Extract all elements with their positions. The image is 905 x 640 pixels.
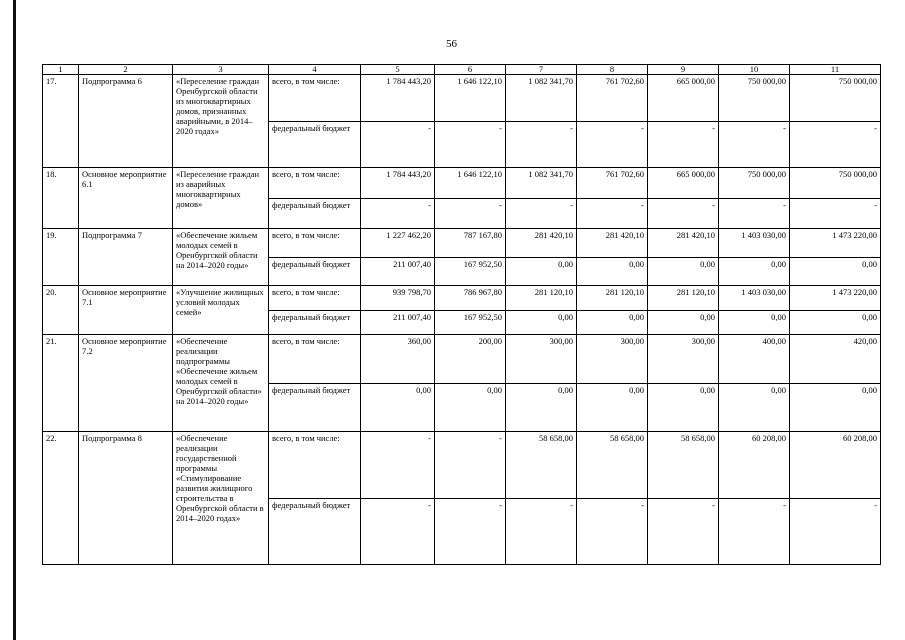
- value-cell: 58 658,00: [648, 432, 719, 499]
- value-cell: 60 208,00: [790, 432, 881, 499]
- value-cell: 281 120,10: [506, 286, 577, 311]
- page-number: 56: [446, 38, 457, 50]
- value-cell: -: [648, 498, 719, 565]
- value-cell: 0,00: [577, 310, 648, 335]
- value-cell: 0,00: [361, 383, 435, 432]
- table-row: [43, 286, 881, 311]
- value-cell: -: [648, 121, 719, 168]
- value-cell: 281 120,10: [577, 286, 648, 311]
- value-cell: 1 082 341,70: [506, 75, 577, 122]
- value-cell: 211 007,40: [361, 310, 435, 335]
- value-cell: -: [435, 121, 506, 168]
- budget-table: [42, 64, 881, 565]
- col-header: 7: [506, 65, 577, 75]
- value-cell: 360,00: [361, 335, 435, 384]
- value-cell: -: [719, 198, 790, 229]
- funding-source: всего, в том числе:: [269, 432, 361, 499]
- value-cell: 211 007,40: [361, 257, 435, 286]
- row-number: 20.: [43, 286, 79, 335]
- value-cell: 787 167,80: [435, 229, 506, 258]
- value-cell: 281 420,10: [648, 229, 719, 258]
- value-cell: -: [648, 198, 719, 229]
- funding-source: всего, в том числе:: [269, 229, 361, 258]
- value-cell: 0,00: [648, 310, 719, 335]
- value-cell: -: [577, 198, 648, 229]
- value-cell: 1 784 443,20: [361, 168, 435, 199]
- col-header: 9: [648, 65, 719, 75]
- value-cell: -: [506, 198, 577, 229]
- program-name: Подпрограмма 7: [79, 229, 173, 286]
- value-cell: 0,00: [719, 310, 790, 335]
- value-cell: 300,00: [506, 335, 577, 384]
- value-cell: 0,00: [506, 310, 577, 335]
- value-cell: 0,00: [648, 383, 719, 432]
- value-cell: 750 000,00: [790, 75, 881, 122]
- funding-source: всего, в том числе:: [269, 168, 361, 199]
- program-title: «Переселение граждан из аварийных многоквартирных домов»: [173, 168, 269, 229]
- header-row: [43, 65, 881, 75]
- row-number: 18.: [43, 168, 79, 229]
- value-cell: 1 473 220,00: [790, 286, 881, 311]
- funding-source: всего, в том числе:: [269, 335, 361, 384]
- value-cell: -: [506, 121, 577, 168]
- funding-source: федеральный бюджет: [269, 310, 361, 335]
- value-cell: 300,00: [648, 335, 719, 384]
- col-header: 1: [43, 65, 79, 75]
- funding-source: федеральный бюджет: [269, 498, 361, 565]
- value-cell: -: [361, 121, 435, 168]
- value-cell: 750 000,00: [719, 75, 790, 122]
- funding-source: федеральный бюджет: [269, 257, 361, 286]
- value-cell: 200,00: [435, 335, 506, 384]
- value-cell: 167 952,50: [435, 310, 506, 335]
- value-cell: 761 702,60: [577, 75, 648, 122]
- value-cell: -: [361, 198, 435, 229]
- program-name: Основное мероприятие 7.2: [79, 335, 173, 432]
- value-cell: 750 000,00: [790, 168, 881, 199]
- value-cell: -: [506, 498, 577, 565]
- value-cell: 0,00: [577, 383, 648, 432]
- value-cell: 1 473 220,00: [790, 229, 881, 258]
- value-cell: -: [719, 498, 790, 565]
- program-title: «Переселение граждан Оренбургской области из многоквартирных домов, признанных аварийными, в 2014–2020 годах»: [173, 75, 269, 168]
- row-number: 21.: [43, 335, 79, 432]
- value-cell: -: [361, 498, 435, 565]
- program-name: Подпрограмма 6: [79, 75, 173, 168]
- value-cell: -: [435, 198, 506, 229]
- value-cell: 0,00: [577, 257, 648, 286]
- value-cell: 0,00: [648, 257, 719, 286]
- value-cell: 281 420,10: [577, 229, 648, 258]
- value-cell: 0,00: [506, 383, 577, 432]
- value-cell: 1 646 122,10: [435, 168, 506, 199]
- value-cell: 750 000,00: [719, 168, 790, 199]
- funding-source: федеральный бюджет: [269, 121, 361, 168]
- value-cell: 167 952,50: [435, 257, 506, 286]
- program-name: Основное мероприятие 7.1: [79, 286, 173, 335]
- value-cell: 58 658,00: [577, 432, 648, 499]
- program-title: «Обеспечение реализации подпрограммы «Обеспечение жильем молодых семей в Оренбургской области» на 2014–2020 годы»: [173, 335, 269, 432]
- value-cell: 0,00: [719, 383, 790, 432]
- value-cell: 665 000,00: [648, 168, 719, 199]
- col-header: 8: [577, 65, 648, 75]
- value-cell: 665 000,00: [648, 75, 719, 122]
- page-edge-bar: [13, 0, 16, 640]
- table-row: [43, 432, 881, 499]
- value-cell: 1 082 341,70: [506, 168, 577, 199]
- value-cell: 1 403 030,00: [719, 229, 790, 258]
- col-header: 2: [79, 65, 173, 75]
- value-cell: -: [435, 432, 506, 499]
- value-cell: 281 420,10: [506, 229, 577, 258]
- value-cell: 939 798,70: [361, 286, 435, 311]
- value-cell: 0,00: [506, 257, 577, 286]
- program-title: «Улучшение жилищных условий молодых семей»: [173, 286, 269, 335]
- value-cell: 0,00: [719, 257, 790, 286]
- value-cell: 420,00: [790, 335, 881, 384]
- table-row: [43, 335, 881, 384]
- value-cell: 0,00: [790, 383, 881, 432]
- funding-source: федеральный бюджет: [269, 383, 361, 432]
- program-title: «Обеспечение реализации государственной программы «Стимулирование развития жилищного строительства в Оренбургской области в 2014–2020 годах»: [173, 432, 269, 565]
- row-number: 19.: [43, 229, 79, 286]
- value-cell: -: [790, 498, 881, 565]
- value-cell: -: [577, 121, 648, 168]
- program-name: Основное мероприятие 6.1: [79, 168, 173, 229]
- value-cell: 60 208,00: [719, 432, 790, 499]
- value-cell: 761 702,60: [577, 168, 648, 199]
- table-row: [43, 168, 881, 199]
- table-row: [43, 229, 881, 258]
- value-cell: -: [790, 198, 881, 229]
- value-cell: 58 658,00: [506, 432, 577, 499]
- value-cell: 0,00: [435, 383, 506, 432]
- col-header: 3: [173, 65, 269, 75]
- program-title: «Обеспечение жильем молодых семей в Оренбургской области на 2014–2020 годы»: [173, 229, 269, 286]
- value-cell: 400,00: [719, 335, 790, 384]
- value-cell: 1 403 030,00: [719, 286, 790, 311]
- funding-source: всего, в том числе:: [269, 75, 361, 122]
- col-header: 6: [435, 65, 506, 75]
- funding-source: федеральный бюджет: [269, 198, 361, 229]
- value-cell: 786 967,80: [435, 286, 506, 311]
- value-cell: -: [577, 498, 648, 565]
- value-cell: 300,00: [577, 335, 648, 384]
- value-cell: -: [790, 121, 881, 168]
- value-cell: -: [435, 498, 506, 565]
- table-row: [43, 75, 881, 122]
- value-cell: 1 646 122,10: [435, 75, 506, 122]
- value-cell: 281 120,10: [648, 286, 719, 311]
- value-cell: 0,00: [790, 257, 881, 286]
- col-header: 10: [719, 65, 790, 75]
- col-header: 4: [269, 65, 361, 75]
- value-cell: -: [719, 121, 790, 168]
- value-cell: 0,00: [790, 310, 881, 335]
- col-header: 11: [790, 65, 881, 75]
- value-cell: 1 227 462,20: [361, 229, 435, 258]
- funding-source: всего, в том числе:: [269, 286, 361, 311]
- program-name: Подпрограмма 8: [79, 432, 173, 565]
- row-number: 17.: [43, 75, 79, 168]
- value-cell: -: [361, 432, 435, 499]
- row-number: 22.: [43, 432, 79, 565]
- col-header: 5: [361, 65, 435, 75]
- value-cell: 1 784 443,20: [361, 75, 435, 122]
